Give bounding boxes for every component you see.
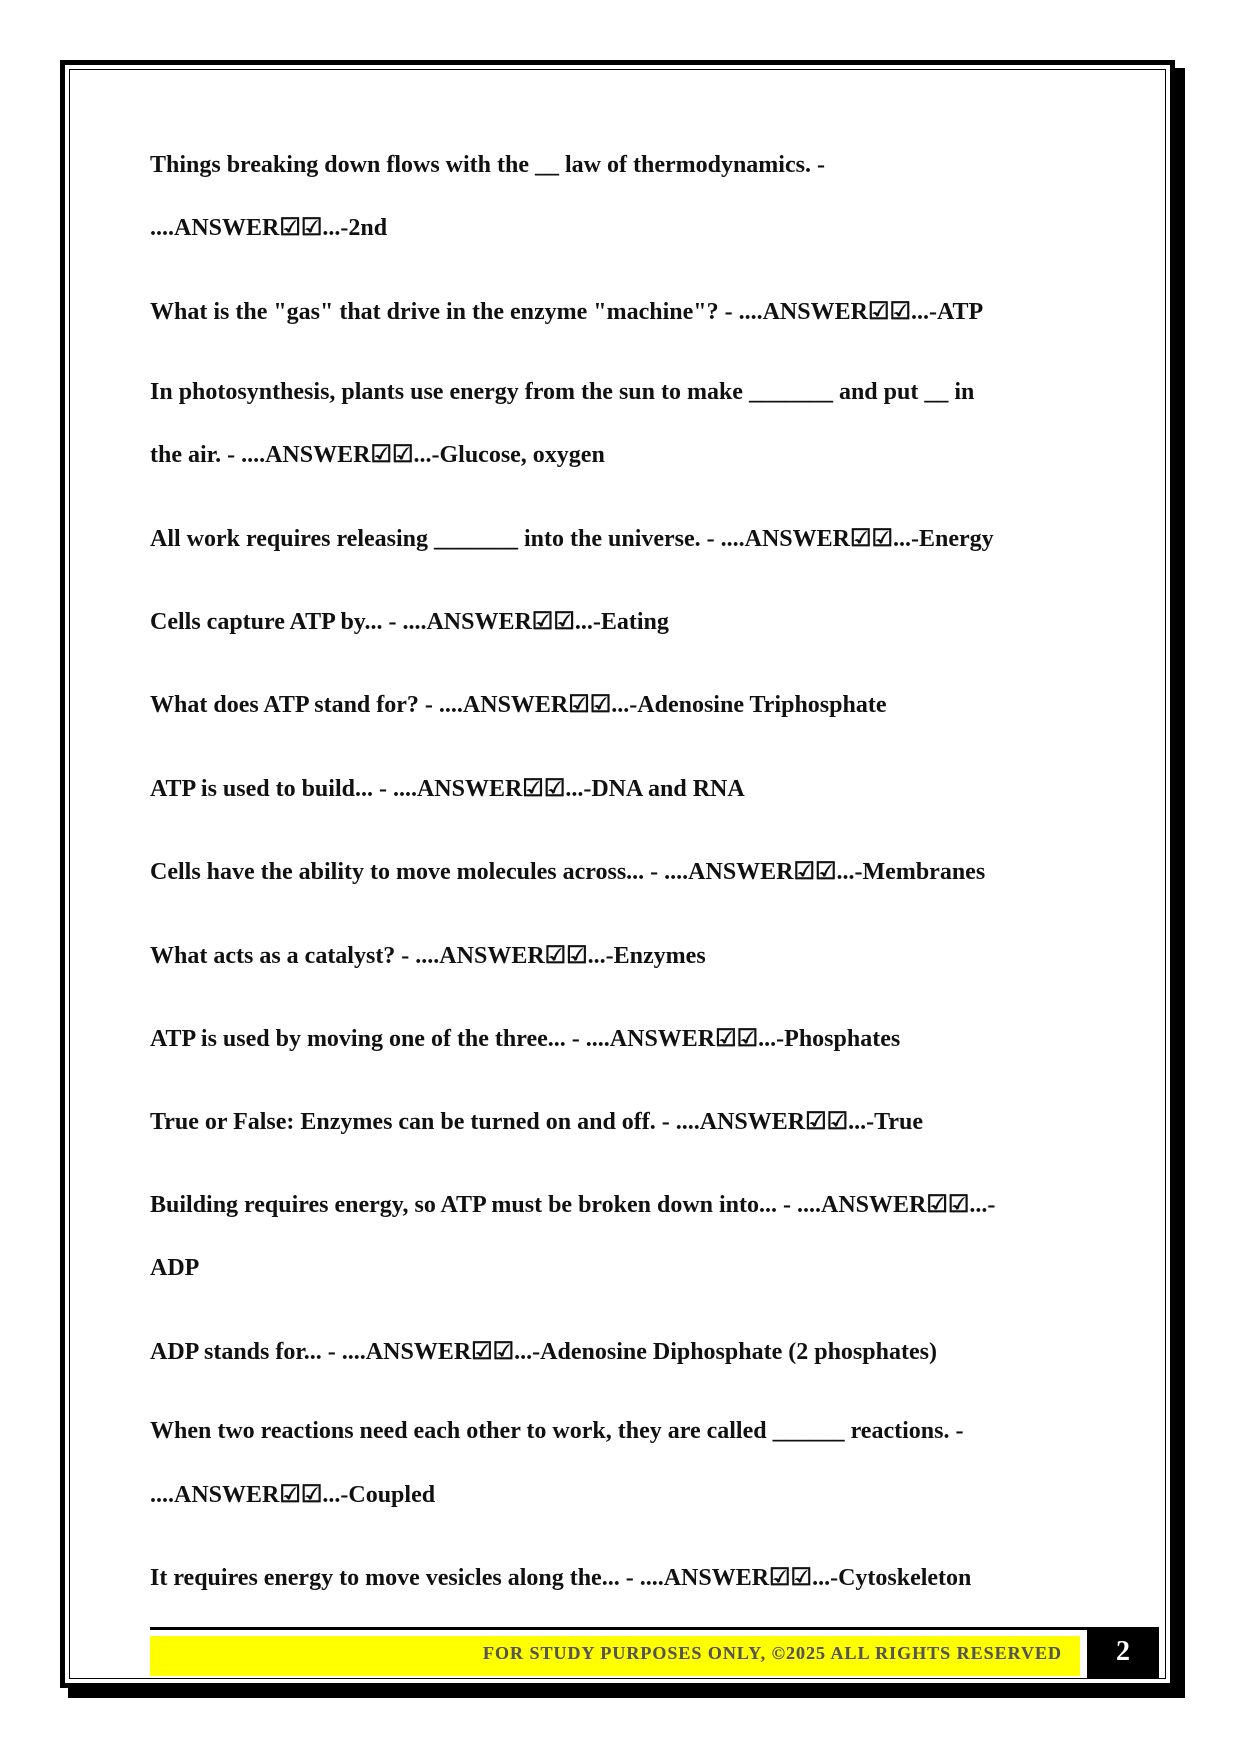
text-line: the air. - ....ANSWER☑☑...-Glucose, oxygen bbox=[150, 442, 605, 468]
text-line: What acts as a catalyst? - ....ANSWER☑☑...-Enzymes bbox=[150, 943, 706, 969]
footer-rule bbox=[150, 1627, 1093, 1630]
text-line: ....ANSWER☑☑...-Coupled bbox=[150, 1482, 436, 1508]
page-number: 2 bbox=[1116, 1636, 1130, 1667]
page-number-box bbox=[1087, 1627, 1159, 1679]
text-line: ADP bbox=[150, 1255, 200, 1281]
text-line: ....ANSWER☑☑...-2nd bbox=[150, 215, 388, 241]
footer-bar bbox=[150, 1636, 1080, 1676]
text-line: What does ATP stand for? - ....ANSWER☑☑...-Adenosine Triphosphate bbox=[150, 692, 887, 718]
text-line: Cells capture ATP by... - ....ANSWER☑☑...-Eating bbox=[150, 609, 669, 635]
text-line: It requires energy to move vesicles along the... - ....ANSWER☑☑...-Cytoskeleton bbox=[150, 1565, 972, 1591]
text-line: In photosynthesis, plants use energy from the sun to make _______ and put __ in bbox=[150, 379, 975, 405]
text-line: All work requires releasing _______ into the universe. - ....ANSWER☑☑...-Energy bbox=[150, 526, 994, 552]
text-line: When two reactions need each other to work, they are called ______ reactions. - bbox=[150, 1418, 964, 1444]
text-line: What is the "gas" that drive in the enzyme "machine"? - ....ANSWER☑☑...-ATP bbox=[150, 299, 984, 325]
text-line: Cells have the ability to move molecules across... - ....ANSWER☑☑...-Membranes bbox=[150, 859, 986, 885]
footer-text: FOR STUDY PURPOSES ONLY, ©2025 ALL RIGHTS RESERVED bbox=[483, 1643, 1062, 1663]
text-line: ATP is used to build... - ....ANSWER☑☑...-DNA and RNA bbox=[150, 776, 745, 802]
text-line: True or False: Enzymes can be turned on and off. - ....ANSWER☑☑...-True bbox=[150, 1109, 924, 1135]
text-line: Building requires energy, so ATP must be broken down into... - ....ANSWER☑☑...- bbox=[150, 1192, 996, 1218]
text-line: ADP stands for... - ....ANSWER☑☑...-Adenosine Diphosphate (2 phosphates) bbox=[150, 1339, 937, 1365]
text-line: Things breaking down flows with the __ law of thermodynamics. - bbox=[150, 152, 825, 178]
text-line: ATP is used by moving one of the three... - ....ANSWER☑☑...-Phosphates bbox=[150, 1026, 901, 1052]
